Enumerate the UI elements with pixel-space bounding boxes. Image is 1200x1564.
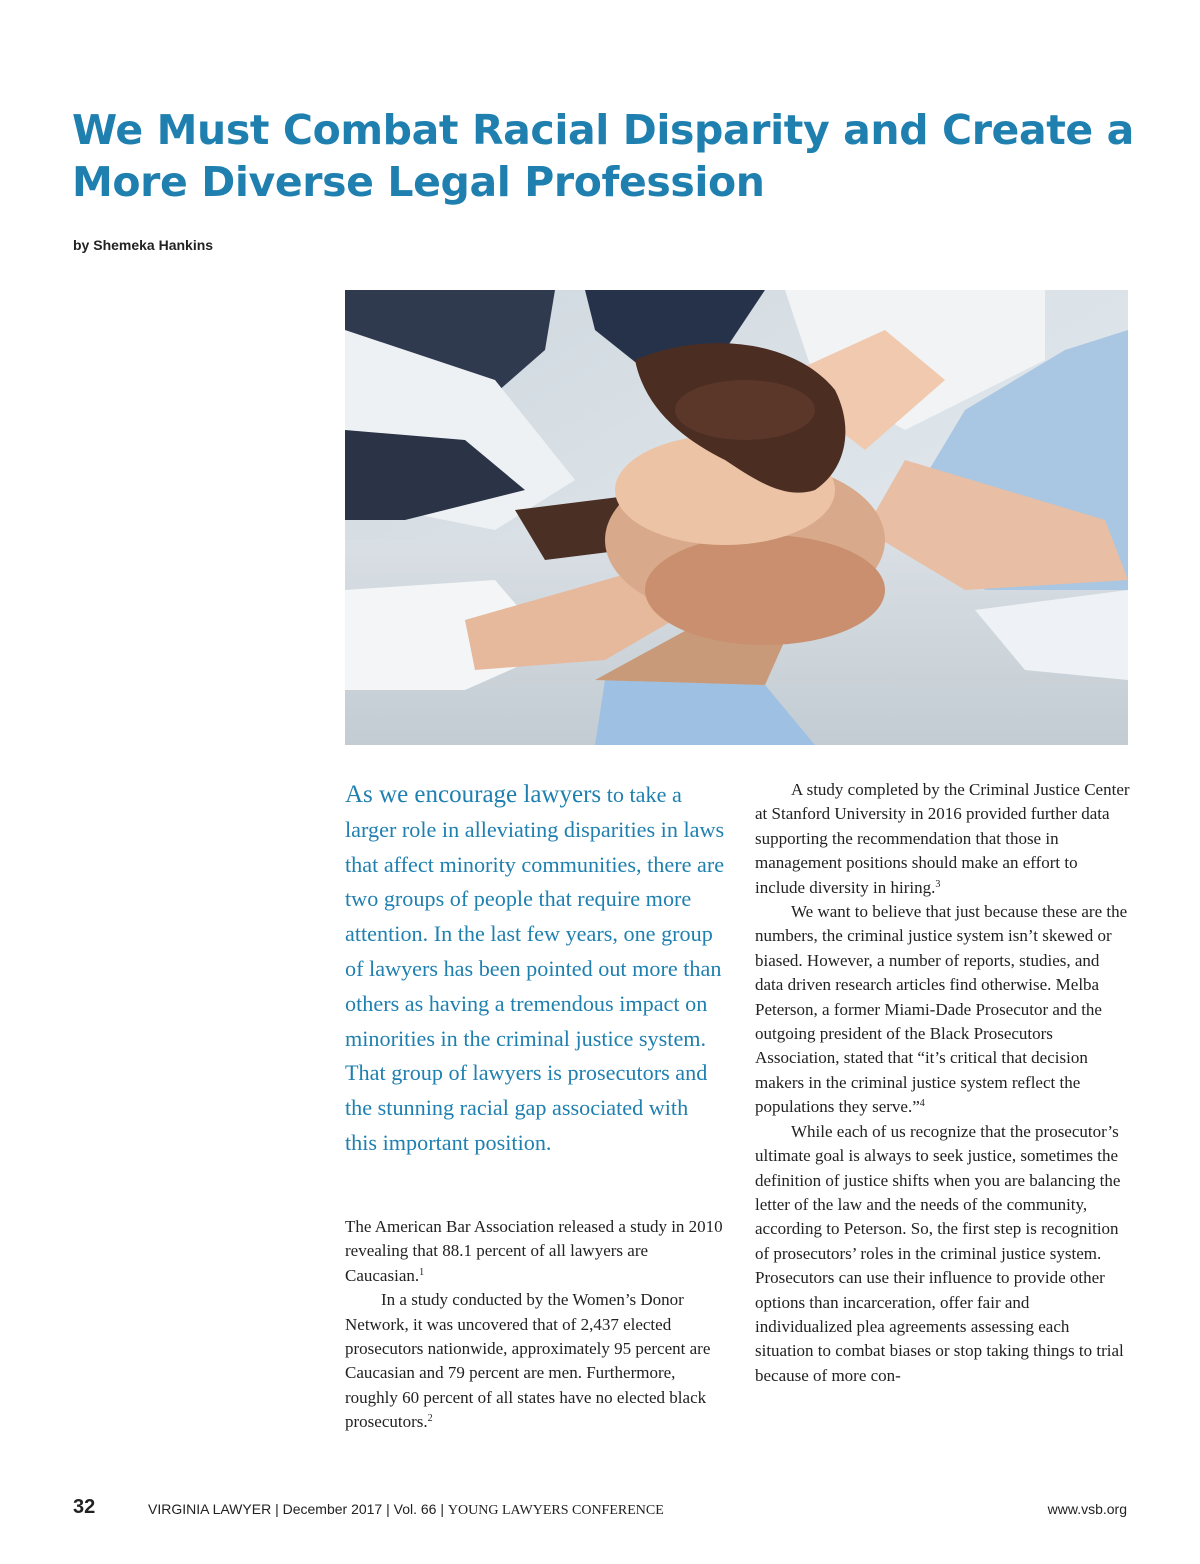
- footer-publication: VIRGINIA LAWYER | December 2017 | Vol. 66 | YOUNG LAWYERS CONFERENCE: [148, 1501, 664, 1518]
- issue-date: December 2017: [282, 1501, 383, 1517]
- left-text-column: [345, 1215, 730, 1435]
- magazine-name: VIRGINIA LAWYER: [148, 1501, 272, 1517]
- page-number: 32: [73, 1496, 96, 1518]
- article-title: We Must Combat Racial Disparity and Create a More Diverse Legal Profession: [72, 106, 1134, 206]
- body-paragraph: The American Bar Association released a study in 2010 revealing that 88.1 percent of all lawyers are Caucasian.$^1$: [345, 1217, 723, 1285]
- body-paragraph: A study completed by the Criminal Justice Center at Stanford University in 2016 provided further data supporting the recommendation that those in management positions should make an effort to include diversity in hiring.$^3$: [755, 780, 1130, 897]
- footnote-ref: 1: [419, 1266, 425, 1278]
- right-text-column: [755, 778, 1130, 1388]
- body-paragraph: While each of us recognize that the prosecutor’s ultimate goal is always to seek justice, sometimes the definition of justice shifts when you are balancing the letter of the law and the needs of the community, according to Peterson. So, the first step is recognition of prosecutors’ roles in the criminal justice system. Prosecutors can use their influence to provide other options than incarceration, offer fair and individualized plea agreements assessing each situation to combat biases or stop taking things to trial because of more con-: [755, 1121, 1124, 1385]
- issue-volume: Vol. 66: [393, 1501, 437, 1517]
- author-byline: by Shemeka Hankins: [73, 237, 214, 253]
- section-name: YOUNG LAWYERS CONFERENCE: [447, 1503, 664, 1518]
- footnote-ref: 3: [935, 878, 941, 890]
- pull-quote-text: to take a larger role in alleviating disparities in laws that affect minority communities, there are two groups of people that require more attention. In the last few years, one group of lawyers has been pointed out more than others as having a tremendous impact on minorities in the criminal justice system. That group of lawyers is prosecutors and the stunning racial gap associated with this important position.: [345, 782, 725, 1155]
- website-link[interactable]: www.vsb.org: [1047, 1501, 1127, 1517]
- body-paragraph: In a study conducted by the Women’s Donor Network, it was uncovered that of 2,437 elected prosecutors nationwide, approximately 95 percent are Caucasian and 79 percent are men. Furthermore, roughly 60 percent of all states have no elected black prosecutors.$^2$: [345, 1290, 711, 1432]
- pull-quote-lead: As we encourage lawyers: [345, 781, 602, 808]
- footnote-ref: 4: [919, 1098, 925, 1110]
- body-paragraph: We want to believe that just because these are the numbers, the criminal justice system isn’t skewed or biased. However, a number of reports, studies, and data driven research articles find otherwise. Melba Peterson, a former Miami-Dade Prosecutor and the outgoing president of the Black Prosecutors Association, stated that “it’s critical that decision makers in the criminal justice system reflect the populations they serve.”$^4$: [755, 902, 1128, 1117]
- stacked-hands-photo: [345, 290, 1128, 745]
- pull-quote: [345, 778, 725, 1161]
- page-footer: [0, 1496, 1200, 1526]
- footnote-ref: 2: [427, 1413, 433, 1425]
